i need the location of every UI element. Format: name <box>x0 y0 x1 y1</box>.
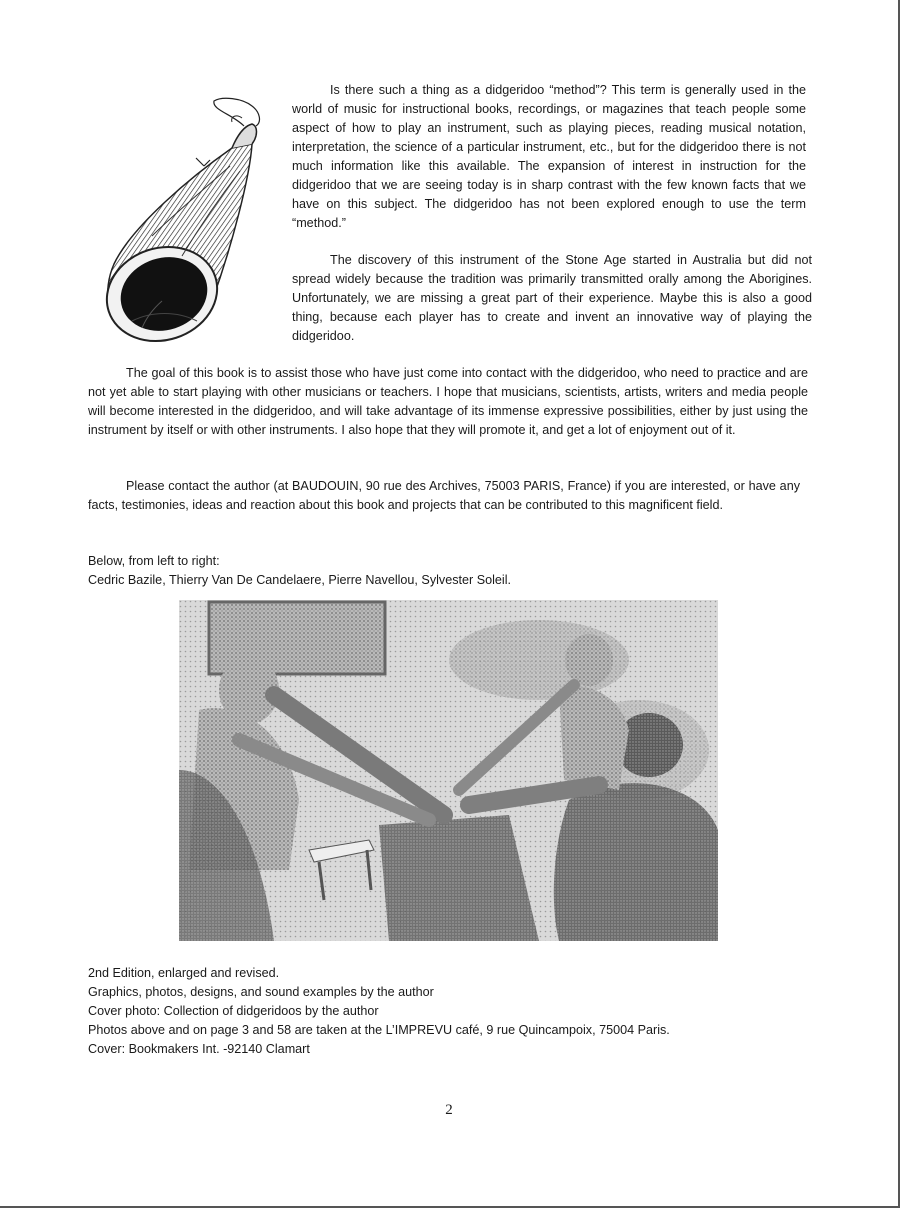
credit-line: 2nd Edition, enlarged and revised. <box>88 966 280 980</box>
photo-caption-line: Below, from left to right: <box>88 554 220 568</box>
credit-line: Cover: Bookmakers Int. -92140 Clamart <box>88 1042 310 1056</box>
paragraph-contact: Please contact the author (at BAUDOUIN, 90 rue des Archives, 75003 PARIS, France) if you are interested, or have any facts, testimonies, ideas and reaction about this book and projects that can be contributed to this magnificent field. <box>88 479 800 512</box>
credit-line: Photos above and on page 3 and 58 are taken at the L’IMPREVU café, 9 rue Quincampoix, 75004 Paris. <box>88 1023 670 1037</box>
photo-caption-names: Cedric Bazile, Thierry Van De Candelaere, Pierre Navellou, Sylvester Soleil. <box>88 573 512 587</box>
paragraph-method: Is there such a thing as a didgeridoo “method”? This term is generally used in the world of music for instructional books, recordings, or magazines that teach people some aspect of how to play an instrument, such as playing pieces, reading musical notation, interpretation, the science of a particular instrument, etc., but for the didgeridoo there is not much information like this available. The expansion of interest in instruction for the didgeridoo that we are seeing today is in sharp contrast with the few known facts that we have on this subject. The didgeridoo has not been explored enough to use the term “method.” <box>292 83 806 230</box>
photo-caption <box>88 552 511 590</box>
credit-line: Cover photo: Collection of didgeridoos by the author <box>88 1004 379 1018</box>
paragraph-goal: The goal of this book is to assist those who have just come into contact with the didgeridoo, who need to practice and are not yet able to start playing with other musicians or teachers. I hope that musicians, scientists, artists, writers and media people will become interested in the didgeridoo, and will take advantage of its immense expressive possibilities, either by just using the instrument by itself or with other instruments. I also hope that they will promote it, and get a lot of enjoyment out of it. <box>88 366 808 437</box>
edition-credits <box>88 964 670 1059</box>
paragraph-discovery: The discovery of this instrument of the Stone Age started in Australia but did not spread widely because the tradition was primarily transmitted orally among the Aborigines. Unfortunately, we are missing a great part of their experience. Maybe this is also a good thing, because each player has to create and invent an innovative way of playing the didgeridoo. <box>292 253 812 343</box>
didgeridoo-drawing-icon <box>92 96 282 368</box>
page-number: 2 <box>445 1102 453 1118</box>
musicians-photo-icon <box>179 600 718 941</box>
credit-line: Graphics, photos, designs, and sound examples by the author <box>88 985 434 999</box>
